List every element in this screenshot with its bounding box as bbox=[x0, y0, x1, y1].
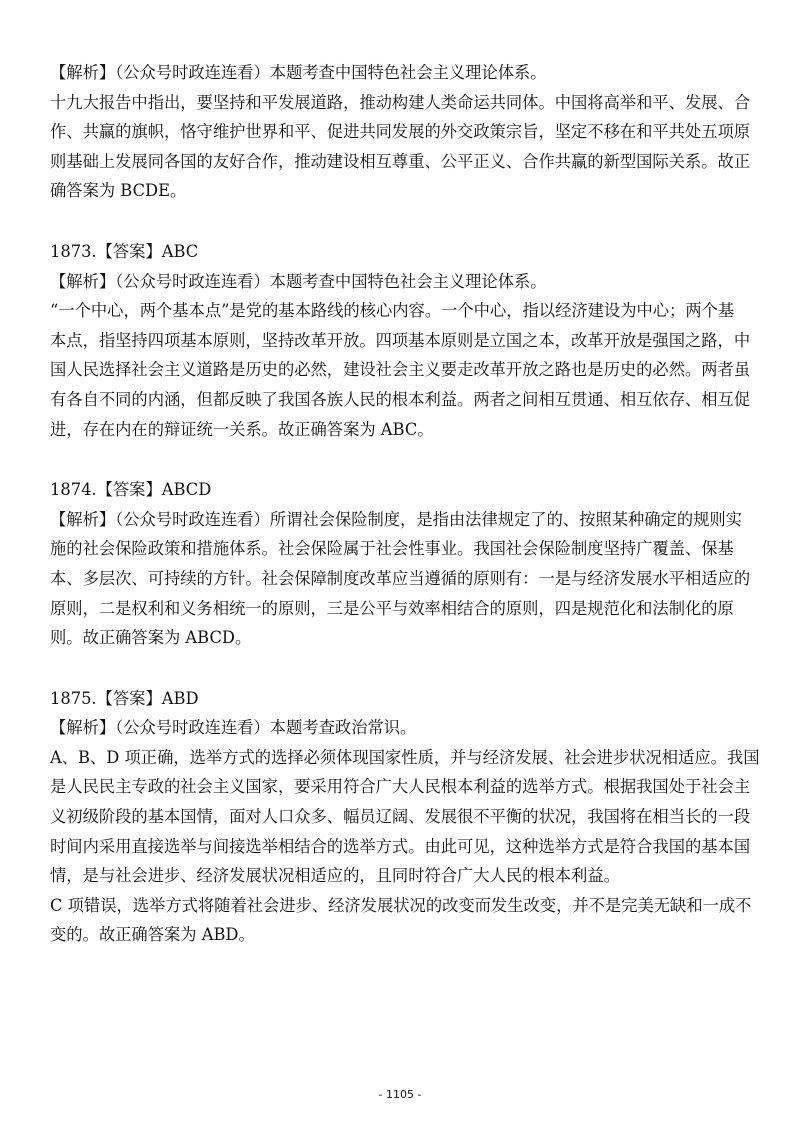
body-line: 原则，二是权利和义务相统一的原则，三是公平与效率相结合的原则，四是规范化和法制化的原 bbox=[50, 598, 734, 618]
body-line: 施的社会保险政策和措施体系。社会保险属于社会性事业。我国社会保险制度坚持广覆盖、保基 bbox=[50, 539, 734, 559]
body-line: A、B、D 项正确，选举方式的选择必须体现国家性质，并与经济发展、社会进步状况相适应。我国 bbox=[50, 747, 760, 767]
body-line: 本点，指坚持四项基本原则，坚持改革开放。四项基本原则是立国之本，改革开放是强国之路，中 bbox=[50, 330, 751, 350]
body-line: 进，存在内在的辩证统一关系。故正确答案为 ABC。 bbox=[50, 419, 434, 439]
body-line: 国人民选择社会主义道路是历史的必然，建设社会主义要走改革开放之路也是历史的必然。两者虽 bbox=[50, 360, 751, 380]
body-line: 是人民民主专政的社会主义国家，要采用符合广大人民根本利益的选举方式。根据我国处于社会主 bbox=[50, 777, 751, 797]
body-line: 义初级阶段的基本国情，面对人口众多、幅员辽阔、发展很不平衡的状况，我国将在相当长的一段 bbox=[50, 807, 751, 827]
body-line: 确答案为 BCDE。 bbox=[50, 181, 187, 201]
block-spacer bbox=[50, 206, 750, 237]
body-line: 则。故正确答案为 ABCD。 bbox=[50, 628, 252, 648]
body-line: 时间内采用直接选举与间接选举相结合的选举方式。由此可见，这种选举方式是符合我国的基本国 bbox=[50, 836, 751, 856]
body-line: 十九大报告中指出，要坚持和平发展道路，推动构建人类命运共同体。中国将高举和平、发展、合 bbox=[50, 92, 751, 112]
answer-block-1875 bbox=[50, 684, 760, 950]
analysis-line: 【解析】（公众号时政连连看）本题考查中国特色社会主义理论体系。 bbox=[50, 271, 547, 291]
answer-heading: 1874.【答案】ABCD bbox=[50, 480, 212, 500]
block-spacer bbox=[50, 653, 750, 684]
body-line: 变的。故正确答案为 ABD。 bbox=[50, 925, 255, 945]
body-line: 作、共赢的旗帜，恪守维护世界和平、促进共同发展的外交政策宗旨，坚定不移在和平共处五项原 bbox=[50, 122, 751, 142]
answer-block-1873 bbox=[50, 237, 750, 444]
document-body bbox=[50, 58, 760, 950]
body-line: C 项错误，选举方式将随着社会进步、经济发展状况的改变而发生改变，并不是完美无缺和一成不 bbox=[50, 895, 752, 915]
answer-heading: 1875.【答案】ABD bbox=[50, 688, 199, 708]
body-line: 情，是与社会进步、经济发展状况相适应的，且同时符合广大人民的根本利益。 bbox=[50, 866, 620, 886]
analysis-line: 【解析】（公众号时政连连看）本题考查政治常识。 bbox=[50, 718, 417, 738]
answer-block-1874 bbox=[50, 475, 750, 653]
page-number: - 1105 - bbox=[378, 1088, 422, 1101]
body-line: 则基础上发展同各国的友好合作，推动建设相互尊重、公平正义、合作共赢的新型国际关系。故正 bbox=[50, 151, 751, 171]
answer-heading: 1873.【答案】ABC bbox=[50, 241, 199, 261]
body-line: 有各自不同的内涵，但都反映了我国各族人民的根本利益。两者之间相互贯通、相互依存、相互促 bbox=[50, 389, 751, 409]
analysis-line: 【解析】（公众号时政连连看）本题考查中国特色社会主义理论体系。 bbox=[50, 63, 547, 82]
answer-block-1872 bbox=[50, 58, 750, 206]
body-line: “一个中心，两个基本点”是党的基本路线的核心内容。一个中心，指以经济建设为中心；两个基 bbox=[50, 301, 735, 321]
body-line: 本、多层次、可持续的方针。社会保障制度改革应当遵循的原则有：一是与经济发展水平相适应的 bbox=[50, 568, 751, 588]
analysis-line: 【解析】（公众号时政连连看）所谓社会保险制度，是指由法律规定了的、按照某种确定的规则实 bbox=[50, 509, 742, 529]
block-spacer bbox=[50, 444, 750, 475]
